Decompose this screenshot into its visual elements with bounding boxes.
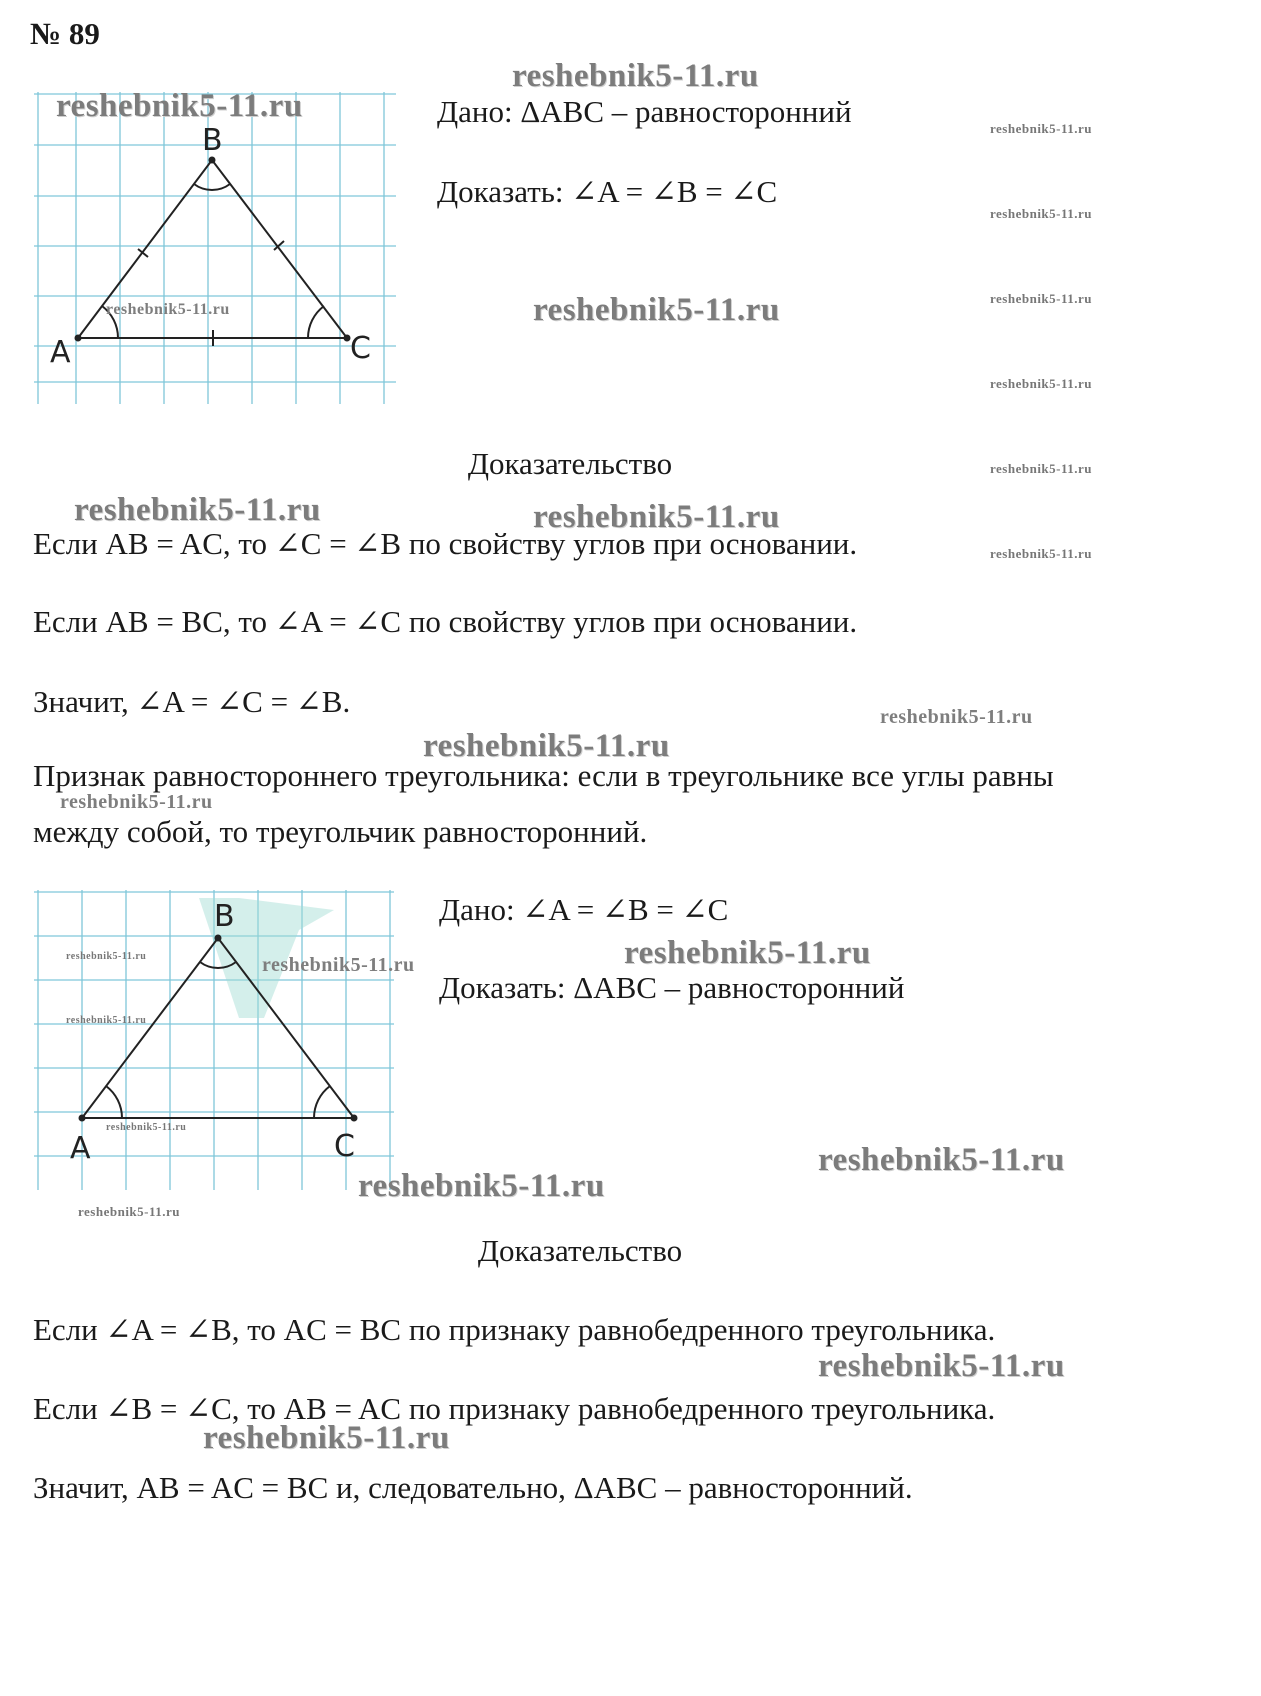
watermark: reshebnik5-11.ru: [880, 706, 1033, 728]
proof-line: Если ∠B = ∠C, то AB = AC по признаку равнобедренного треугольника.: [33, 1391, 996, 1426]
proof-heading-1: Доказательство: [467, 446, 673, 481]
watermark: reshebnik5-11.ru: [203, 1420, 450, 1456]
problem-number: № 89: [30, 16, 100, 51]
watermark: reshebnik5-11.ru: [990, 206, 1093, 221]
watermark: reshebnik5-11.ru: [66, 951, 147, 962]
proof-heading-2: Доказательство: [477, 1233, 683, 1268]
proof-conclusion: Значит, ∠A = ∠C = ∠B.: [33, 684, 351, 719]
watermark: reshebnik5-11.ru: [533, 292, 780, 328]
watermark: reshebnik5-11.ru: [624, 935, 871, 971]
vertex-label-c: C: [334, 1129, 355, 1164]
prove-1: Доказать: ∠A = ∠B = ∠C: [437, 174, 778, 209]
proof-line: Если AB = BC, то ∠A = ∠C по свойству углов при основании.: [33, 604, 858, 639]
watermark: reshebnik5-11.ru: [512, 58, 759, 94]
watermark: reshebnik5-11.ru: [106, 301, 230, 318]
vertex-label-a: A: [50, 335, 71, 370]
triangle-figure-2: [34, 890, 394, 1190]
watermark: reshebnik5-11.ru: [818, 1348, 1065, 1384]
watermark: reshebnik5-11.ru: [358, 1168, 605, 1204]
proof-line: Если AB = AC, то ∠C = ∠B по свойству углов при основании.: [33, 526, 858, 561]
watermark: reshebnik5-11.ru: [56, 88, 303, 124]
vertex-label-b: B: [202, 123, 223, 158]
proof-conclusion: Значит, AB = AC = BC и, следовательно, ΔABC – равносторонний.: [33, 1470, 913, 1505]
watermark: reshebnik5-11.ru: [262, 954, 415, 976]
watermark: reshebnik5-11.ru: [74, 492, 321, 528]
given-2: Дано: ∠A = ∠B = ∠C: [439, 892, 729, 927]
criterion-line: между собой, то треугольчик равносторонний.: [33, 814, 648, 849]
vertex-label-c: C: [350, 331, 371, 366]
watermark: reshebnik5-11.ru: [990, 376, 1093, 391]
watermark: reshebnik5-11.ru: [423, 728, 670, 764]
watermark: reshebnik5-11.ru: [818, 1142, 1065, 1178]
watermark: reshebnik5-11.ru: [990, 546, 1093, 561]
watermark: reshebnik5-11.ru: [990, 121, 1093, 136]
watermark: reshebnik5-11.ru: [990, 291, 1093, 306]
triangle-figure-1: [34, 88, 396, 404]
proof-line: Если ∠A = ∠B, то AC = BC по признаку равнобедренного треугольника.: [33, 1312, 996, 1347]
watermark: reshebnik5-11.ru: [106, 1122, 187, 1133]
criterion-line: Признак равностороннего треугольника: если в треугольнике все углы равны: [33, 758, 1054, 793]
prove-2: Доказать: ΔABC – равносторонний: [439, 970, 905, 1005]
watermark: reshebnik5-11.ru: [533, 499, 780, 535]
given-1: Дано: ΔABC – равносторонний: [437, 94, 852, 129]
watermark: reshebnik5-11.ru: [990, 461, 1093, 476]
vertex-label-a: A: [70, 1131, 91, 1166]
watermark: reshebnik5-11.ru: [78, 1204, 181, 1219]
watermark: reshebnik5-11.ru: [66, 1015, 147, 1026]
vertex-label-b: B: [214, 899, 235, 934]
watermark: reshebnik5-11.ru: [60, 791, 213, 813]
